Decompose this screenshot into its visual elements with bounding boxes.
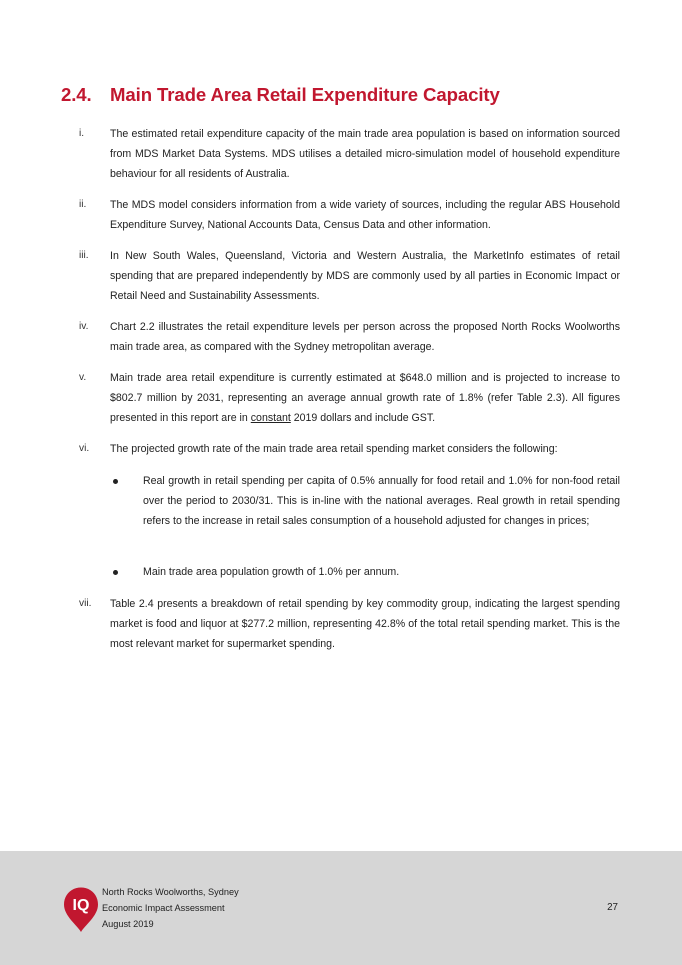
bullet-dot [113,570,118,575]
list-marker: i. [79,128,85,139]
page-footer [0,851,682,965]
bullet-text: Main trade area population growth of 1.0% per annum. [143,566,400,578]
section-title: Main Trade Area Retail Expenditure Capacity [110,84,500,105]
paragraph-text: The estimated retail expenditure capacity of the main trade area population is based on information sourced from MDS Market Data Systems. MDS utilises a detailed micro-simulation model of household expenditure behaviour for all residents of Australia. [110,128,620,180]
section-heading [61,82,631,108]
paragraph-text: In New South Wales, Queensland, Victoria and Western Australia, the MarketInfo estimates of retail spending that are prepared independently by MDS are commonly used by all parties in Economic Impact or Retail Need and Sustainability Assessments. [110,250,620,302]
footer-date: August 2019 [102,919,154,929]
paragraph-text: The projected growth rate of the main trade area retail spending market considers the following: [110,443,558,455]
paragraph-text [110,368,620,428]
list-marker: v. [79,372,87,383]
paragraph-text-part: 2019 dollars and include GST. [290,412,436,424]
bullet-dot [113,479,118,484]
page-number: 27 [607,902,618,913]
logo-text: IQ [72,897,90,914]
footer-report-title: Economic Impact Assessment [102,903,225,913]
section-number: 2.4. [61,84,92,105]
paragraph-text-part: Main trade area retail expenditure is currently estimated at $648.0 million and is projected to increase to $802.7 million by 2031, representing an average annual growth rate of 1.8% (refer Table 2.3). All figures presented in this report are in [110,372,620,424]
paragraph-text: Table 2.4 presents a breakdown of retail spending by key commodity group, indicating the largest spending market is food and liquor at $277.2 million, representing 42.8% of the total retail spending market. This is the most relevant market for supermarket spending. [110,598,620,650]
footer-document-info [102,884,402,932]
list-marker: vi. [79,443,90,454]
list-marker: iv. [79,321,89,332]
list-marker: ii. [79,199,87,210]
list-marker: vii. [79,598,92,609]
iq-logo [62,886,100,933]
underlined-word: constant [250,412,291,424]
paragraph-text: Chart 2.2 illustrates the retail expenditure levels per person across the proposed North Rocks Woolworths main trade area, as compared with the Sydney metropolitan average. [110,321,620,353]
footer-project-name: North Rocks Woolworths, Sydney [102,887,239,897]
bullet-text: Real growth in retail spending per capita of 0.5% annually for food retail and 1.0% for non-food retail over the period to 2030/31. This is in-line with the national averages. Real growth in retail spending refers to the increase in retail sales consumption of a household adjusted for changes in prices; [143,475,620,527]
paragraph-text: The MDS model considers information from a wide variety of sources, including the regular ABS Household Expenditure Survey, National Accounts Data, Census Data and other information. [110,199,620,231]
list-marker: iii. [79,250,89,261]
